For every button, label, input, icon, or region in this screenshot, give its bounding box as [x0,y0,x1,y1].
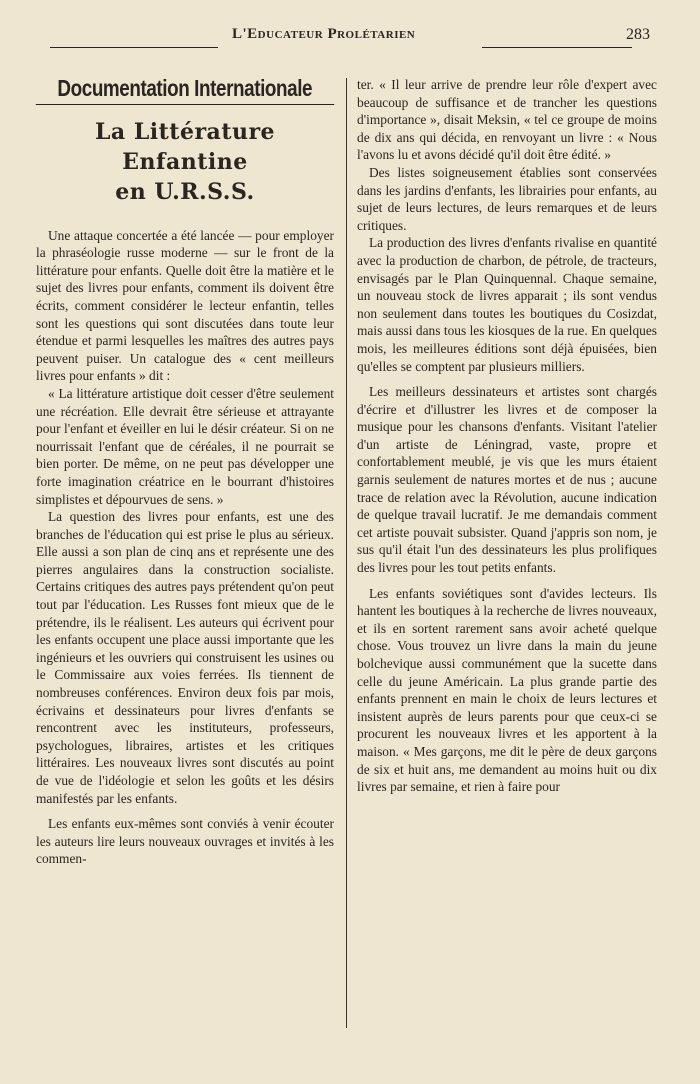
running-header [50,24,660,44]
paragraph: Des listes soigneusement établies sont conservées dans les jardins d'enfants, les librairies pour enfants, au sujet de leurs lectures, de leurs remarques et de leurs critiques. [357,164,657,233]
column-divider [346,78,347,1028]
article-title [36,117,334,207]
article-title-line-2: en U.R.S.S. [115,178,255,205]
article-title-line-1: La Littérature Enfantine [94,118,276,175]
journal-title: L'Educateur Prolétarien [232,26,416,42]
left-column [36,75,334,868]
paragraph: La question des livres pour enfants, est une des branches de l'éducation qui est prise le plus au sérieux. Elle aussi a son plan de cinq ans et représente une des pierres angulaires dans la construction socialiste. Certains critiques des autres pays prétendent qu'on peut tout par l'éducation. Les Russes font mieux que de le prétendre, ils le réalisent. Les auteurs qui écrivent pour les enfants occupent une place aussi importante que les ingénieurs et les ouvriers qui construisent les usines ou le Commissaire aux voies ferrées. Ils tiennent de nombreuses conférences. Environ deux fois par mois, écrivains et dessinateurs pour livres d'enfants se rencontrent avec les instituteurs, professeurs, psychologues, libraires, artistes et les critiques littéraires. Les nouveaux livres sont discutés au point de vue de l'idéologie et selon les goûts et les désirs manifestés par les enfants. [36,509,334,806]
paragraph: La production des livres d'enfants rivalise en quantité avec la production de charbon, de pétrole, de tracteurs, envisagés par le Plan Quinquennal. Chaque semaine, un nouveau stock de livres apparait ; ils sont vendus non seulement dans toutes les boutiques du Cosizdat, mais aussi dans tous les kiosques de la rue. En quelques mois, les meilleures éditions sont déjà épuisées, bien qu'elles se comptent par plusieurs milliers. [357,235,657,374]
right-column [357,76,657,796]
header-rule-left [50,47,218,48]
paragraph: Les enfants soviétiques sont d'avides lecteurs. Ils hantent les boutiques à la recherche de livres nouveaux, et ils en sortent rarement sans avoir acheté quelque chose. Vous trouvez un livre dans la main du jeune bolchevique aussi communément que la sucette dans celle du jeune Américain. La plus grande partie des enfants prennent en main le choix de leurs lectures et insistent auprès de leurs parents pour que ceux-ci se procurent les nouveaux livres et les apportent à la maison. « Mes garçons, me dit le père de deux garçons de six et huit ans, me demandent au moins huit ou dix livres par semaine, et rien à faire pour [357,585,657,795]
section-title: Documentation Internationale [36,80,334,105]
paragraph: ter. « Il leur arrive de prendre leur rôle d'expert avec beaucoup de suffisance et de trancher les questions d'importance », disait Meksin, « tel ce groupe de moins de dix ans qui décida, en renvoyant un livre : « Nous l'avons lu et avons décidé qu'il doit être édité. » [357,77,657,163]
paragraph: Les enfants eux-mêmes sont conviés à venir écouter les auteurs lire leurs nouveaux ouvrages et invités à les commen- [36,816,334,867]
page-number: 283 [626,26,650,43]
header-rule-right [482,47,632,48]
paragraph: Les meilleurs dessinateurs et artistes sont chargés d'écrire et d'illustrer les livres et de composer la musique pour les chansons d'enfants. Visitant l'atelier d'un artiste de Léningrad, vaste, propre et confortablement meublé, je vis que les murs étaient garnis seulement de natures mortes et de nus ; aucune trace de relation avec la Révolution, aucune indication de quelque travail lucratif. Je me demandais comment cet artiste pouvait subsister. Quand j'appris son nom, je sus qu'il était l'un des dessinateurs les plus prolifiques des livres pour les tout petits enfants. [357,384,657,576]
paragraph: « La littérature artistique doit cesser d'être seulement une récréation. Elle devrait être sérieuse et attrayante pour l'enfant et éveiller en lui le désir créateur. Si on ne nourrissait l'enfant que de céréales, il ne pourrait se bien porter. De même, on ne peut pas développer une forte imagination créatrice en le bourrant d'histoires simplistes et dépourvues de sens. » [36,385,334,507]
paragraph: Une attaque concertée a été lancée — pour employer la phraséologie russe moderne — sur le front de la littérature pour enfants. Quelle doit être la matière et le sujet des livres pour enfants, comment ils doivent être écrits, comment considérer le lecteur enfantin, telles sont les questions qui sont discutées dans toute leur étendue et parmi lesquelles les maîtres des autres pays peuvent puiser. Un catalogue des « cent meilleurs livres pour enfants » dit : [36,227,334,384]
